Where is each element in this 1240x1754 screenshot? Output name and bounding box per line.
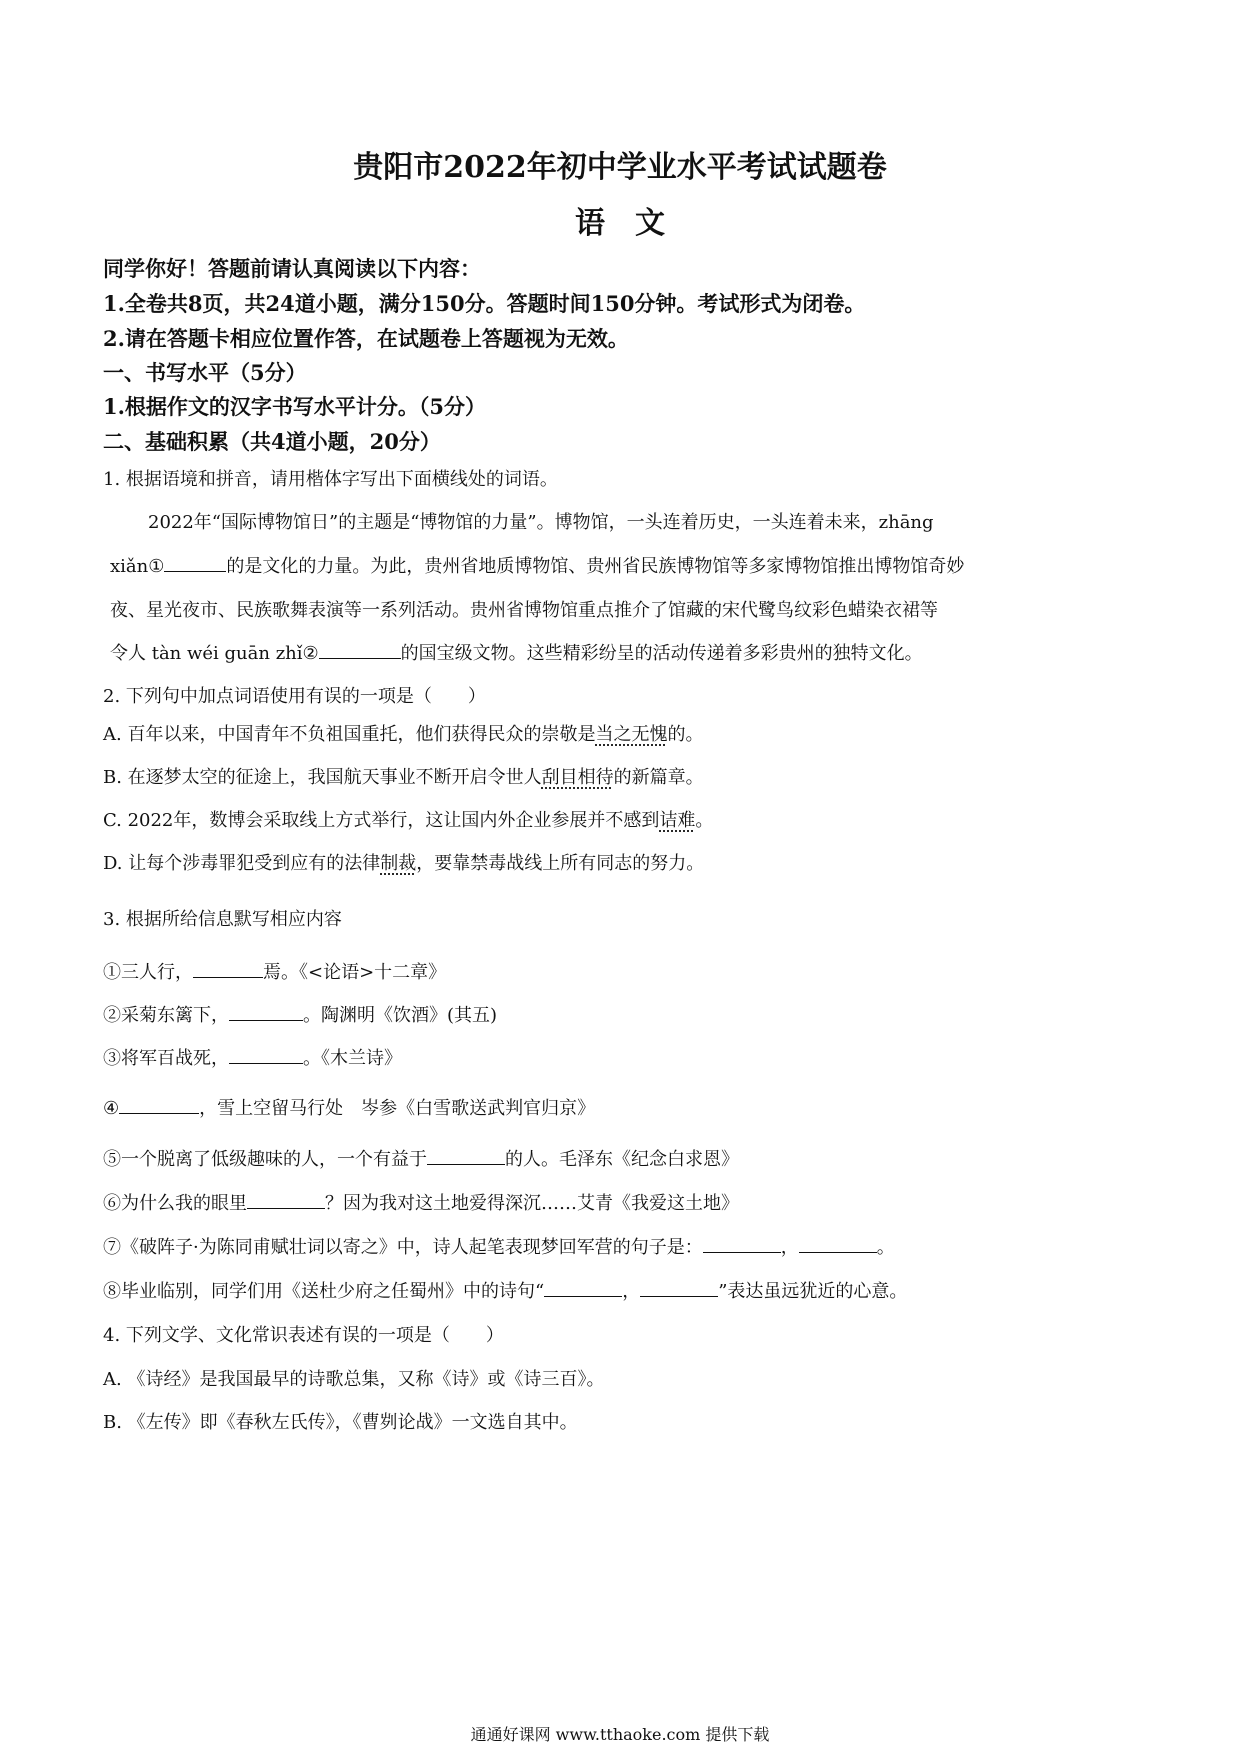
instructions-item-2: 2.请在答题卡相应位置作答，在试题卷上答题视为无效。 bbox=[103, 326, 629, 351]
item-text: 。 bbox=[876, 1237, 895, 1258]
q2-option-c bbox=[103, 806, 713, 832]
q1-paragraph-line-4 bbox=[110, 639, 923, 665]
dotted-word: 诘难 bbox=[659, 810, 696, 831]
item-text: ⑧毕业临别，同学们用《送杜少府之任蜀州》中的诗句“ bbox=[103, 1281, 545, 1302]
exam-title: 贵阳市2022年初中学业水平考试试题卷 bbox=[353, 150, 887, 185]
option-text: 的新篇章。 bbox=[613, 767, 704, 788]
instructions-item-1: 1.全卷共8页，共24道小题，满分150分。答题时间150分钟。考试形式为闭卷。 bbox=[103, 291, 866, 316]
section-2-heading: 二、基础积累（共4道小题，20分） bbox=[103, 429, 441, 454]
answer-blank[interactable] bbox=[164, 552, 226, 572]
q3-stem: 3. 根据所给信息默写相应内容 bbox=[103, 909, 342, 930]
answer-blank[interactable] bbox=[427, 1145, 505, 1165]
answer-blank[interactable] bbox=[640, 1277, 718, 1297]
q4-option-a: A. 《诗经》是我国最早的诗歌总集，又称《诗》或《诗三百》。 bbox=[103, 1369, 605, 1390]
q1-text: 的国宝级文物。这些精彩纷呈的活动传递着多彩贵州的独特文化。 bbox=[400, 643, 923, 664]
option-text: ，要靠禁毒战线上所有同志的努力。 bbox=[416, 853, 705, 874]
item-text: ？因为我对这土地爱得深沉……艾青《我爱这土地》 bbox=[325, 1193, 739, 1214]
item-text: 焉。《<论语>十二章》 bbox=[263, 962, 447, 983]
q1-stem: 1. 根据语境和拼音，请用楷体字写出下面横线处的词语。 bbox=[103, 469, 558, 490]
item-text: 的人。毛泽东《纪念白求恩》 bbox=[505, 1149, 739, 1170]
item-text: 。《木兰诗》 bbox=[303, 1048, 402, 1069]
q3-item-7 bbox=[103, 1233, 895, 1259]
answer-blank[interactable] bbox=[229, 1044, 303, 1064]
answer-blank[interactable] bbox=[193, 958, 263, 978]
q1-pinyin-1: xiǎn① bbox=[110, 556, 165, 577]
dotted-word: 当之无愧 bbox=[595, 724, 668, 745]
item-text: ①三人行， bbox=[103, 962, 193, 983]
section-1-question: 1.根据作文的汉字书写水平计分。（5分） bbox=[103, 394, 487, 419]
q3-item-2 bbox=[103, 1001, 497, 1027]
item-text: ②采菊东篱下， bbox=[103, 1005, 229, 1026]
q2-option-d bbox=[103, 849, 704, 875]
answer-blank[interactable] bbox=[319, 639, 401, 659]
option-text: A. 百年以来，中国青年不负祖国重托，他们获得民众的崇敬是 bbox=[103, 724, 596, 745]
item-text: ”表达虽远犹近的心意。 bbox=[718, 1281, 908, 1302]
q2-option-a bbox=[103, 720, 703, 746]
answer-blank[interactable] bbox=[703, 1233, 781, 1253]
q3-item-6 bbox=[103, 1189, 739, 1215]
item-text: 。陶渊明《饮酒》(其五) bbox=[303, 1005, 498, 1026]
option-text: C. 2022年，数博会采取线上方式举行，这让国内外企业参展并不感到 bbox=[103, 810, 660, 831]
q2-stem: 2. 下列句中加点词语使用有误的一项是（ ） bbox=[103, 686, 486, 707]
q1-paragraph-line-3: 夜、星光夜市、民族歌舞表演等一系列活动。贵州省博物馆重点推介了馆藏的宋代鹭鸟纹彩色蜡染衣裙等 bbox=[110, 600, 938, 621]
option-text: D. 让每个涉毒罪犯受到应有的法律 bbox=[103, 853, 381, 874]
item-text: ， bbox=[622, 1281, 641, 1302]
item-text: ⑥为什么我的眼里 bbox=[103, 1193, 247, 1214]
q3-item-5 bbox=[103, 1145, 739, 1171]
q1-pinyin-2: 令人 tàn wéi guān zhǐ② bbox=[110, 643, 319, 664]
q2-option-b bbox=[103, 763, 704, 789]
q1-paragraph-line-1: 2022年“国际博物馆日”的主题是“博物馆的力量”。博物馆，一头连着历史，一头连着未来，zhāng bbox=[148, 512, 934, 533]
item-text: ④ bbox=[103, 1098, 120, 1119]
instructions-greeting: 同学你好！答题前请认真阅读以下内容： bbox=[103, 256, 481, 281]
item-text: ③将军百战死， bbox=[103, 1048, 229, 1069]
subject-title: 语 文 bbox=[575, 206, 665, 241]
dotted-word: 制裁 bbox=[380, 853, 417, 874]
q4-stem: 4. 下列文学、文化常识表述有误的一项是（ ） bbox=[103, 1325, 504, 1346]
answer-blank[interactable] bbox=[247, 1189, 325, 1209]
q1-text: 的是文化的力量。为此，贵州省地质博物馆、贵州省民族博物馆等多家博物馆推出博物馆奇妙 bbox=[226, 556, 965, 577]
item-text: ⑦《破阵子·为陈同甫赋壮词以寄之》中，诗人起笔表现梦回军营的句子是： bbox=[103, 1237, 703, 1258]
item-text: ， bbox=[780, 1237, 799, 1258]
item-text: ，雪上空留马行处 岑参《白雪歌送武判官归京》 bbox=[199, 1098, 596, 1119]
option-text: B. 在逐梦太空的征途上，我国航天事业不断开启令世人 bbox=[103, 767, 542, 788]
q3-item-3 bbox=[103, 1044, 402, 1070]
answer-blank[interactable] bbox=[119, 1094, 199, 1114]
option-text: 。 bbox=[695, 810, 714, 831]
option-text: 的。 bbox=[667, 724, 704, 745]
answer-blank[interactable] bbox=[544, 1277, 622, 1297]
footer-source: 通通好课网 www.tthaoke.com 提供下载 bbox=[470, 1725, 770, 1744]
q3-item-8 bbox=[103, 1277, 907, 1303]
dotted-word: 刮目相待 bbox=[541, 767, 614, 788]
answer-blank[interactable] bbox=[229, 1001, 303, 1021]
q1-paragraph-line-2 bbox=[110, 552, 964, 578]
q3-item-1 bbox=[103, 958, 446, 984]
section-1-heading: 一、书写水平（5分） bbox=[103, 360, 307, 385]
q4-option-b: B. 《左传》即《春秋左氏传》，《曹刿论战》一文选自其中。 bbox=[103, 1412, 578, 1433]
q3-item-4 bbox=[103, 1094, 595, 1120]
item-text: ⑤一个脱离了低级趣味的人，一个有益于 bbox=[103, 1149, 427, 1170]
answer-blank[interactable] bbox=[799, 1233, 877, 1253]
